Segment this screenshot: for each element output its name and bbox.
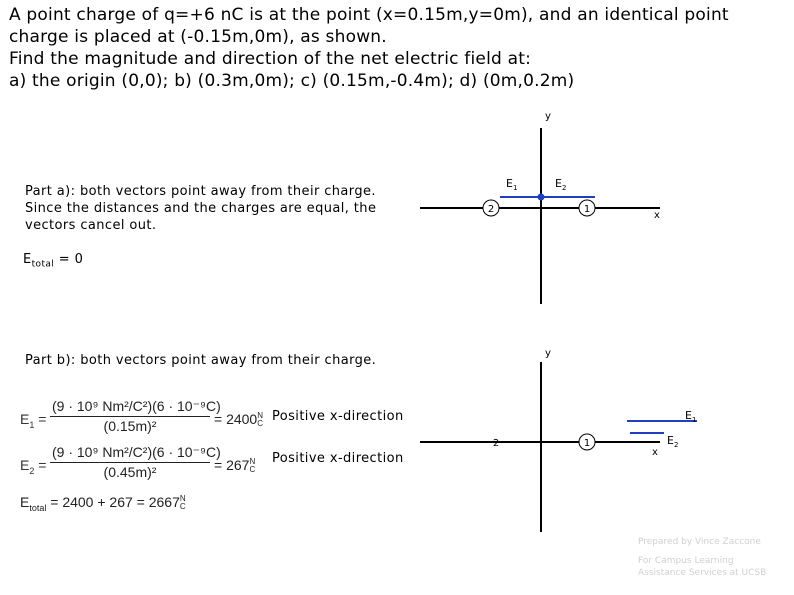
part-a-line-2: Since the distances and the charges are equal, the [25, 201, 377, 216]
etotal-b-subscript: total [29, 503, 47, 514]
e1-unit-top: N [257, 411, 263, 421]
diagram-a-e1-subscript: 1 [512, 184, 518, 192]
problem-line-2: charge is placed at (-0.15m,0m), as shown. [9, 27, 387, 47]
e2-unit-top: N [249, 457, 256, 467]
diagram-a-e1-symbol: E [506, 177, 513, 190]
diagram-a-charge-2-label: 2 [487, 204, 495, 215]
diagram-a-y-label: y [545, 111, 551, 122]
diagram-a-e2-subscript: 2 [561, 184, 567, 192]
e1-denominator: (0.15m)² [103, 418, 157, 434]
diagram-b-e1-label [685, 409, 696, 424]
diagram-b-e2-symbol: E [667, 434, 674, 447]
part-a-line-3: vectors cancel out. [25, 218, 157, 233]
e1-label: $E_1$ = [20, 411, 47, 430]
diagram-b-x-label: x [652, 447, 658, 458]
diagram-a [420, 111, 660, 304]
e2-subscript: 2 [29, 465, 35, 476]
etotal-symbol: E [23, 252, 32, 267]
diagram-b-y-label: y [545, 348, 551, 359]
e2-result-value: = 267 [214, 457, 250, 473]
e2-denominator: (0.45m)² [103, 464, 157, 480]
diagram-b-e1-subscript: 1 [691, 416, 697, 424]
e2-unit-bottom: C [249, 465, 256, 475]
credit-line-2: For Campus Learning [638, 556, 734, 566]
e2-numerator: (9 · 10⁹ Nm²/C²)(6 · 10⁻⁹C) [50, 444, 210, 463]
diagram-a-charge-1-label: 1 [583, 204, 591, 215]
e1-result-value: = 2400 [214, 411, 258, 427]
e1-unit-bottom: C [257, 419, 263, 429]
e1-subscript: 1 [29, 419, 35, 430]
diagram-a-origin-point [538, 194, 545, 201]
e1-symbol: E [20, 411, 30, 427]
credit-author: Prepared by Vince Zaccone [638, 537, 761, 547]
e1-direction: Positive x-direction [272, 409, 404, 424]
e2-label: $E_2$ = [20, 457, 47, 476]
diagram-b-charge-2-label: 2 [492, 438, 500, 449]
credit-line-3: Assistance Services at UCSB [638, 568, 767, 578]
problem-line-3: Find the magnitude and direction of the net electric field at: [9, 49, 531, 69]
part-b-explanation: Part b): both vectors point away from their charge. [25, 353, 377, 368]
etotal-b-symbol: E [20, 494, 30, 510]
diagram-b-e2-subscript: 2 [673, 441, 679, 449]
diagram-a-e1-label [506, 177, 517, 192]
diagram-b-e1-symbol: E [685, 409, 692, 422]
etotal-b-expression: = 2400 + 267 = 2667 [46, 494, 180, 510]
e1-numerator: (9 · 10⁹ Nm²/C²)(6 · 10⁻⁹C) [50, 398, 210, 417]
problem-line-1: A point charge of q=+6 nC is at the point (x=0.15m,y=0m), and an identical point [9, 5, 729, 25]
diagram-b-e2-label [667, 434, 678, 449]
etotal-b-unit-top: N [179, 493, 186, 503]
e2-direction: Positive x-direction [272, 451, 404, 466]
diagram-b [420, 348, 697, 532]
diagram-a-e2-symbol: E [555, 177, 562, 190]
diagram-a-x-label: x [654, 210, 660, 221]
etotal-b-unit-bottom: C [179, 501, 186, 511]
etotal-value: = 0 [54, 252, 84, 267]
part-a-line-1: Part a): both vectors point away from their charge. [25, 184, 376, 199]
diagram-b-charge-1-label: 1 [583, 438, 591, 449]
problem-line-4: a) the origin (0,0); b) (0.3m,0m); c) (0.15m,-0.4m); d) (0m,0.2m) [9, 71, 575, 91]
diagram-a-e2-label [555, 177, 566, 192]
etotal-subscript: total [31, 259, 55, 270]
e2-symbol: E [20, 457, 30, 473]
